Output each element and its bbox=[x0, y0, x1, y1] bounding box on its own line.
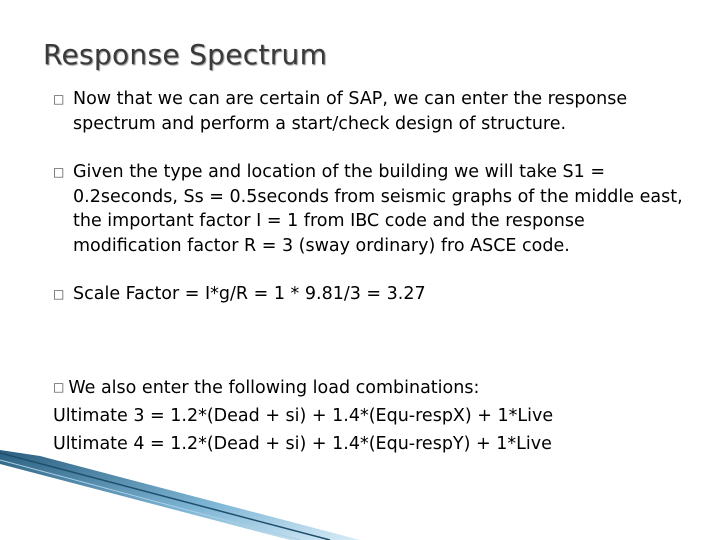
slide-title: Response Spectrum bbox=[43, 38, 328, 71]
load-combination-line: Ultimate 3 = 1.2*(Dead + si) + 1.4*(Equ-respX) + 1*Live bbox=[53, 406, 554, 426]
bullet-text: Now that we can are certain of SAP, we can enter the response spectrum and perform a start/check design of structure. bbox=[73, 89, 628, 134]
swoosh-edge bbox=[0, 453, 330, 540]
checkbox-bullet-icon: □ bbox=[53, 92, 65, 106]
checkbox-bullet-icon: □ bbox=[53, 287, 65, 301]
bullet-item bbox=[50, 282, 690, 307]
bullet-item bbox=[50, 160, 690, 258]
checkbox-bullet-icon: □ bbox=[53, 165, 65, 179]
bullet-text: Scale Factor = I*g/R = 1 * 9.81/3 = 3.27 bbox=[73, 284, 426, 304]
load-combinations-intro bbox=[53, 373, 693, 402]
bullet-list bbox=[50, 87, 690, 331]
swoosh-edge-light bbox=[0, 460, 300, 540]
load-combinations-intro-text: We also enter the following load combinations: bbox=[68, 378, 480, 398]
checkbox-bullet-icon: □ bbox=[53, 380, 65, 394]
load-combinations-block bbox=[53, 373, 693, 458]
bullet-text: Given the type and location of the building we will take S1 = 0.2seconds, Ss = 0.5seconds from seismic graphs of the middle east, the important factor I = 1 from IBC code and the response modification factor R = 3 (sway ordinary) fro ASCE code. bbox=[73, 162, 683, 256]
decorative-swoosh bbox=[0, 450, 720, 540]
swoosh-shape bbox=[0, 450, 360, 540]
bullet-item bbox=[50, 87, 690, 136]
load-combination-line: Ultimate 4 = 1.2*(Dead + si) + 1.4*(Equ-respY) + 1*Live bbox=[53, 434, 552, 454]
